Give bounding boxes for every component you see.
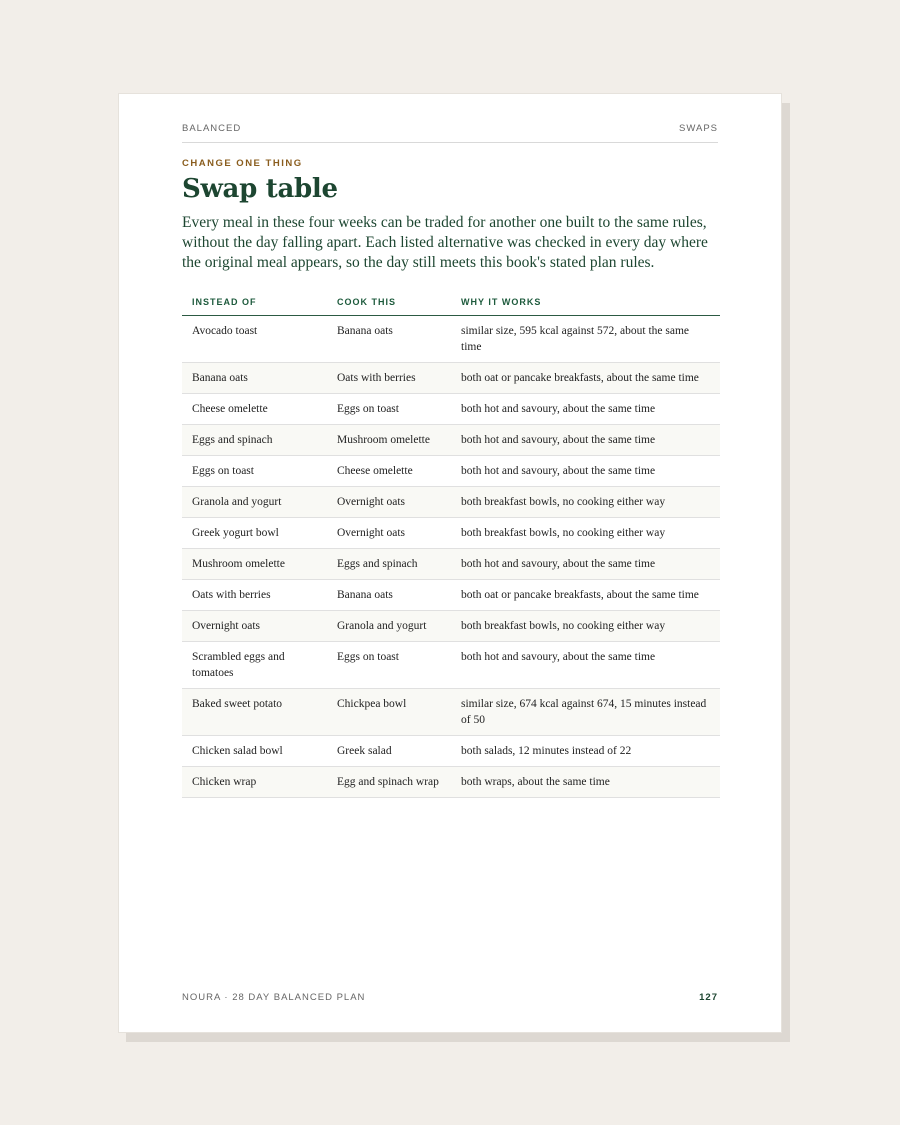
cell-why-it-works: both breakfast bowls, no cooking either way <box>451 518 720 549</box>
cell-why-it-works: both breakfast bowls, no cooking either way <box>451 487 720 518</box>
table-header-row <box>182 290 720 316</box>
page-title: Swap table <box>182 174 338 204</box>
table-row <box>182 767 720 798</box>
cell-instead-of: Eggs and spinach <box>182 425 327 456</box>
cell-cook-this: Eggs and spinach <box>327 549 451 580</box>
cell-cook-this: Overnight oats <box>327 487 451 518</box>
cell-why-it-works: both oat or pancake breakfasts, about the same time <box>451 580 720 611</box>
cell-instead-of: Baked sweet potato <box>182 689 327 736</box>
table-row <box>182 425 720 456</box>
cell-instead-of: Granola and yogurt <box>182 487 327 518</box>
table-row <box>182 689 720 736</box>
cell-instead-of: Scrambled eggs and tomatoes <box>182 642 327 689</box>
cell-why-it-works: both hot and savoury, about the same time <box>451 394 720 425</box>
table-row <box>182 363 720 394</box>
cell-why-it-works: both breakfast bowls, no cooking either way <box>451 611 720 642</box>
cell-cook-this: Eggs on toast <box>327 642 451 689</box>
table-row <box>182 518 720 549</box>
cell-cook-this: Oats with berries <box>327 363 451 394</box>
running-head-chapter: SWAPS <box>679 123 718 134</box>
column-header-why-it-works: WHY IT WORKS <box>451 290 720 316</box>
cell-instead-of: Greek yogurt bowl <box>182 518 327 549</box>
cell-instead-of: Mushroom omelette <box>182 549 327 580</box>
cell-instead-of: Cheese omelette <box>182 394 327 425</box>
cell-cook-this: Granola and yogurt <box>327 611 451 642</box>
cell-cook-this: Greek salad <box>327 736 451 767</box>
intro-paragraph: Every meal in these four weeks can be traded for another one built to the same rules, without the day falling apart. Each listed alternative was checked in every day where the original meal appears, so the day still meets this book's stated plan rules. <box>182 214 708 271</box>
cell-instead-of: Overnight oats <box>182 611 327 642</box>
footer-book-title: NOURA · 28 DAY BALANCED PLAN <box>182 992 366 1003</box>
book-page <box>118 93 782 1033</box>
cell-why-it-works: both hot and savoury, about the same time <box>451 456 720 487</box>
column-header-cook-this: COOK THIS <box>327 290 451 316</box>
cell-cook-this: Egg and spinach wrap <box>327 767 451 798</box>
swap-table <box>182 290 720 798</box>
table-row <box>182 549 720 580</box>
cell-instead-of: Chicken wrap <box>182 767 327 798</box>
cell-instead-of: Chicken salad bowl <box>182 736 327 767</box>
cell-cook-this: Banana oats <box>327 580 451 611</box>
page-footer <box>182 992 718 1003</box>
cell-cook-this: Chickpea bowl <box>327 689 451 736</box>
table-row <box>182 394 720 425</box>
cell-cook-this: Banana oats <box>327 316 451 363</box>
running-head-section: BALANCED <box>182 123 242 134</box>
cell-instead-of: Avocado toast <box>182 316 327 363</box>
cell-cook-this: Mushroom omelette <box>327 425 451 456</box>
column-header-instead-of: INSTEAD OF <box>182 290 327 316</box>
table-row <box>182 456 720 487</box>
cell-why-it-works: both hot and savoury, about the same time <box>451 549 720 580</box>
table-row <box>182 487 720 518</box>
eyebrow-label: CHANGE ONE THING <box>182 158 303 169</box>
cell-why-it-works: both hot and savoury, about the same time <box>451 425 720 456</box>
cell-why-it-works: both oat or pancake breakfasts, about the same time <box>451 363 720 394</box>
cell-cook-this: Overnight oats <box>327 518 451 549</box>
cell-why-it-works: both salads, 12 minutes instead of 22 <box>451 736 720 767</box>
cell-cook-this: Eggs on toast <box>327 394 451 425</box>
table-row <box>182 736 720 767</box>
running-head <box>182 123 718 143</box>
cell-instead-of: Oats with berries <box>182 580 327 611</box>
cell-why-it-works: both wraps, about the same time <box>451 767 720 798</box>
cell-instead-of: Eggs on toast <box>182 456 327 487</box>
cell-why-it-works: both hot and savoury, about the same time <box>451 642 720 689</box>
table-row <box>182 580 720 611</box>
table-row <box>182 316 720 363</box>
cell-instead-of: Banana oats <box>182 363 327 394</box>
table-row <box>182 611 720 642</box>
table-body <box>182 316 720 798</box>
page-number: 127 <box>699 992 718 1003</box>
cell-why-it-works: similar size, 674 kcal against 674, 15 minutes instead of 50 <box>451 689 720 736</box>
table-row <box>182 642 720 689</box>
cell-why-it-works: similar size, 595 kcal against 572, about the same time <box>451 316 720 363</box>
cell-cook-this: Cheese omelette <box>327 456 451 487</box>
